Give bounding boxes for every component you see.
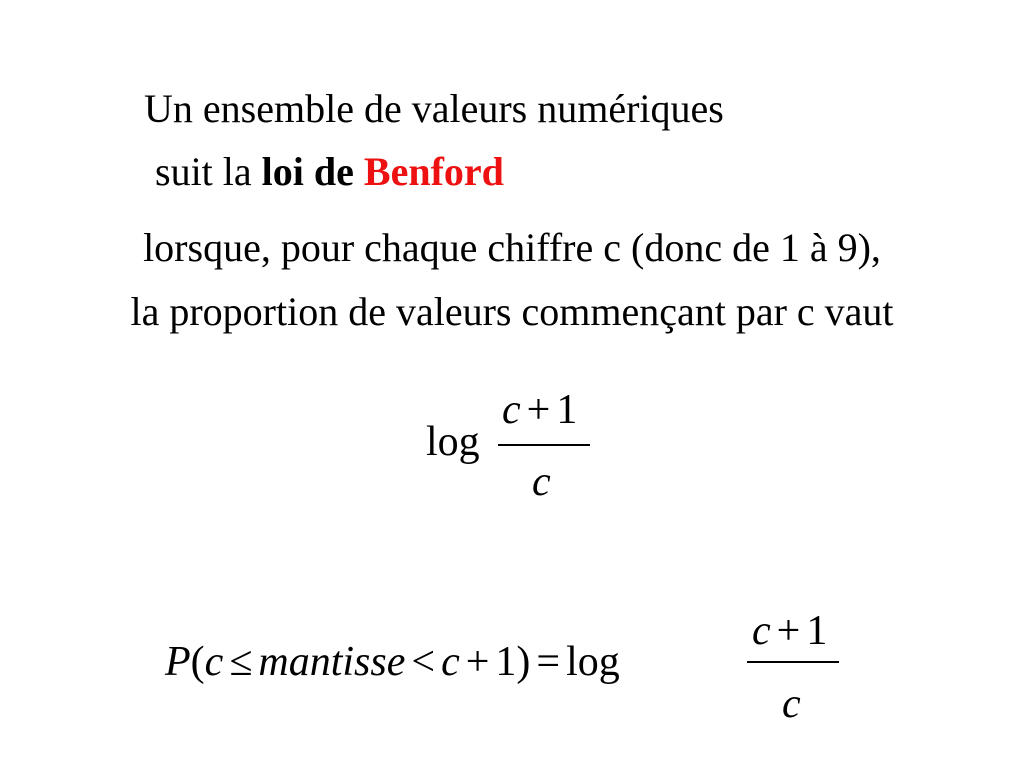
formula-2-open-paren: ( [190, 639, 205, 685]
formula-2-num-var: c [752, 608, 771, 654]
formula-2-eq: = [536, 639, 561, 685]
formula-2-lhs [165, 641, 620, 683]
benford-highlight: Benford [363, 149, 504, 194]
formula-1-fraction-bar [498, 444, 590, 446]
formula-1-numerator [502, 389, 577, 431]
definition-line-1: lorsque, pour chaque chiffre c (donc de 1 à 9), [143, 225, 881, 270]
formula-1-num-var: c [502, 387, 521, 433]
intro-line-1: Un ensemble de valeurs numériques [144, 86, 724, 131]
formula-2-leq: ≤ [229, 639, 253, 685]
formula-2-log: log [566, 639, 620, 685]
formula-2-fraction-bar [747, 661, 839, 663]
formula-2-plus: + [465, 639, 490, 685]
formula-1-num-const: 1 [556, 387, 578, 433]
formula-2-num-const: 1 [806, 608, 828, 654]
formula-2-mantisse: mantisse [258, 639, 406, 685]
formula-2-numerator [752, 610, 827, 652]
formula-2-c2: c [441, 639, 460, 685]
formula-2-P: P [165, 639, 191, 685]
formula-2-lt: < [411, 639, 436, 685]
intro-line-2 [155, 149, 504, 194]
formula-2-one: 1 [495, 639, 517, 685]
intro-line-2-prefix: suit la [155, 149, 262, 194]
definition-line-2: la proportion de valeurs commençant par c vaut [130, 289, 894, 334]
formula-1-log: log [426, 419, 480, 465]
intro-line-2-bold: loi de [261, 149, 354, 194]
formula-2-c1: c [204, 639, 224, 685]
formula-2-num-op: + [776, 608, 801, 654]
formula-2-close-paren: ) [516, 639, 531, 685]
formula-1-num-op: + [526, 387, 551, 433]
formula-2-denominator: c [782, 681, 801, 727]
formula-1-denominator: c [532, 459, 551, 505]
